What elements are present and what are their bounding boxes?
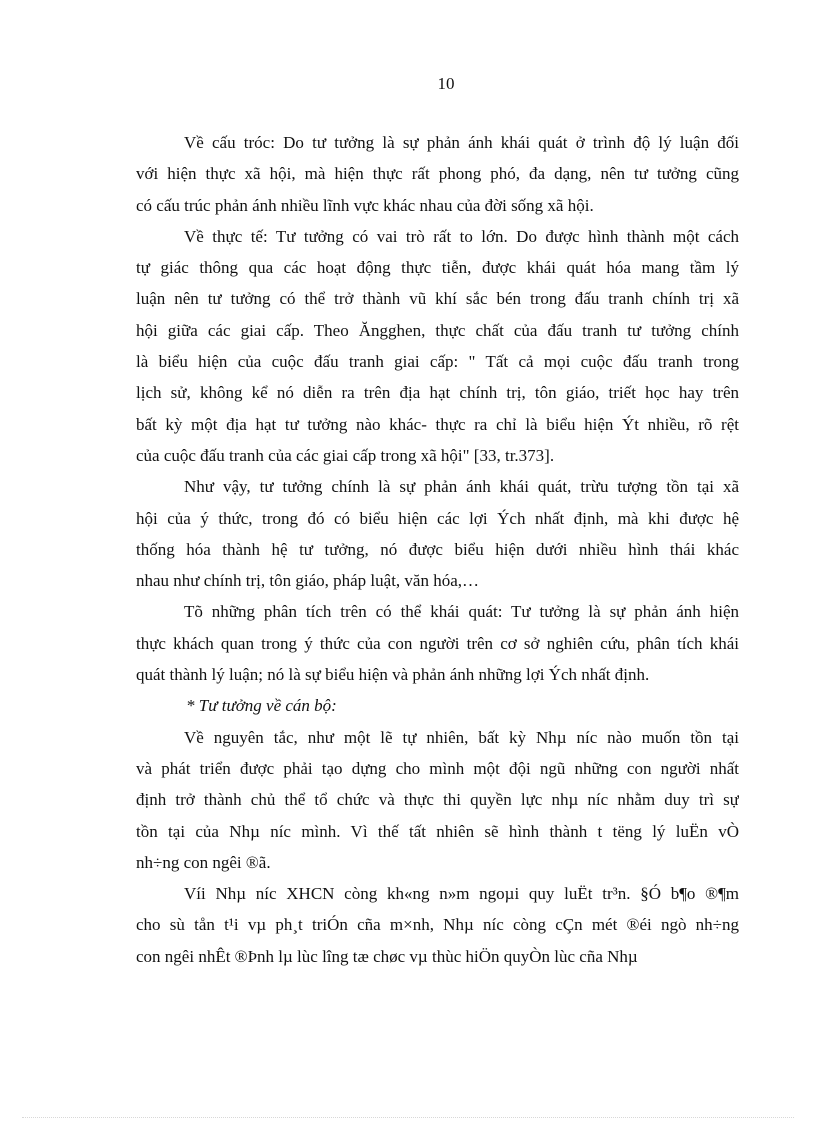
text-line: với hiện thực xã hội, mà hiện thực rất phong phó, đa dạng, nên tư tưởng cũng	[136, 164, 739, 184]
page-number: 10	[437, 74, 455, 93]
text-line: bất kỳ một địa hạt tư tưởng nào khác- thực ra chỉ là biểu hiện Ýt nhiều, rõ rệt	[136, 414, 739, 434]
section-heading: * Tư tưởng về cán bộ:	[186, 696, 337, 716]
text-line: lịch sử, không kể nó diễn ra trên địa hạt chính trị, tôn giáo, triết học hay trên	[136, 383, 739, 403]
text-line: có cấu trúc phản ánh nhiều lĩnh vực khác nhau của đời sống xã hội.	[136, 195, 594, 215]
text-line: Tõ những phân tích trên có thể khái quát: Tư tưởng là sự phản ánh hiện	[184, 602, 739, 622]
text-line: Về nguyên tắc, như một lẽ tự nhiên, bất kỳ Nhµ níc nào muốn tồn tại	[184, 727, 739, 747]
text-line: quát thành lý luận; nó là sự biểu hiện và phản ánh những lợi Ých nhất định.	[136, 665, 650, 685]
text-line: con ngêi nhÊt ®Þnh lµ lùc lîng tæ chøc vµ thùc hiÖn quyÒn lùc cña Nhµ	[136, 946, 638, 966]
paragraph-conclusion	[136, 596, 739, 690]
paragraph-summary	[136, 471, 739, 596]
text-line: nhau như chính trị, tôn giáo, pháp luật, văn hóa,…	[136, 571, 480, 591]
text-line: tồn tại của Nhµ níc mình. Vì thế tất nhiên sẽ hình thành t tëng lý luËn vÒ	[136, 821, 739, 841]
paragraph-principle	[136, 722, 739, 878]
text-line: hội của ý thức, trong đó có biểu hiện các lợi Ých nhất định, mà khi được hệ	[136, 508, 739, 528]
text-line: hội giữa các giai cấp. Theo Ăngghen, thực chất của đấu tranh tư tưởng chính	[136, 320, 739, 340]
text-line: thống hóa thành hệ tư tưởng, nó được biểu hiện dưới nhiều hình thái khác	[136, 539, 739, 559]
page-bottom-divider	[22, 1117, 794, 1118]
paragraph-practice	[136, 221, 739, 471]
paragraph-structure	[136, 127, 739, 221]
text-line: cho sù tån t¹i vµ ph¸t triÓn cña m×nh, Nhµ níc còng cÇn mét ®éi ngò nh÷ng	[136, 915, 739, 935]
text-line: Về thực tế: Tư tưởng có vai trò rất to lớn. Do được hình thành một cách	[184, 226, 739, 246]
text-line: Như vậy, tư tưởng chính là sự phản ánh khái quát, trừu tượng tồn tại xã	[184, 477, 739, 497]
text-line: tự giác thông qua các hoạt động thực tiễn, được khái quát hóa mang tầm lý	[136, 258, 739, 278]
paragraph-socialist-state	[136, 878, 739, 972]
text-line: thực khách quan trong ý thức của con người trên cơ sở nghiên cứu, phân tích khái	[136, 633, 739, 653]
text-line: luận nên tư tưởng có thể trở thành vũ khí sắc bén trong đấu tranh chính trị xã	[136, 289, 739, 309]
text-line: Víi Nhµ níc XHCN còng kh«ng n»m ngoµi quy luËt tr³n. §Ó b¶o ®¶m	[184, 884, 739, 904]
text-line: là biểu hiện của cuộc đấu tranh giai cấp: " Tất cả mọi cuộc đấu tranh trong	[136, 352, 739, 372]
text-line: định trở thành chủ thể tổ chức và thực thi quyền lực nhµ níc nhằm duy trì sự	[136, 790, 739, 810]
document-body	[136, 127, 739, 972]
text-line: nh÷ng con ngêi ®ã.	[136, 852, 271, 872]
text-line: Về cấu tróc: Do tư tưởng là sự phản ánh khái quát ở trình độ lý luận đối	[184, 133, 739, 152]
text-line: và phát triển được phải tạo dựng cho mình một đội ngũ những con người nhất	[136, 758, 739, 778]
text-line: của cuộc đấu tranh của các giai cấp trong xã hội" [33, tr.373].	[136, 445, 555, 465]
